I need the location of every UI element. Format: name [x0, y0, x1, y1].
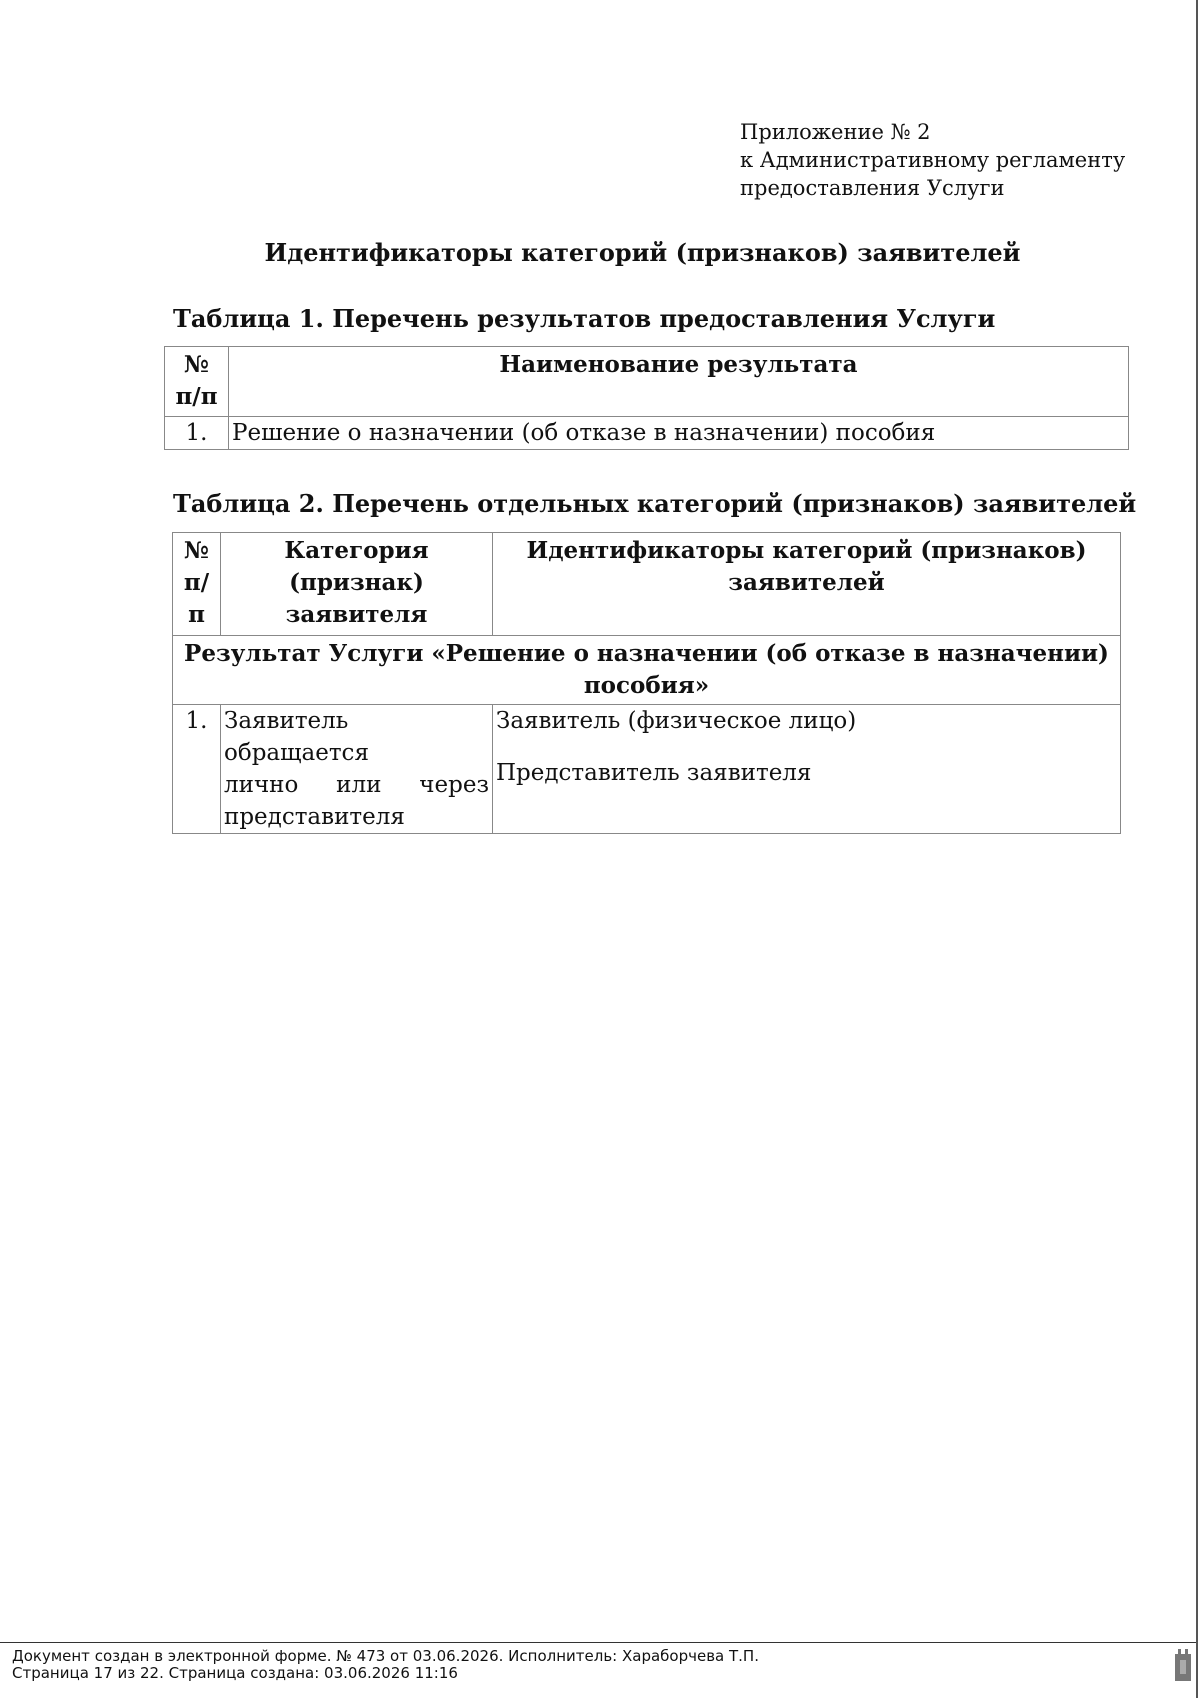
results-table: [164, 346, 1129, 450]
row-category: [221, 705, 493, 834]
footer-divider: [0, 1642, 1196, 1643]
col-num-header-line1: №: [184, 351, 209, 378]
row-result-name: Решение о назначении (об отказе в назначении) пособия: [229, 417, 1129, 450]
col-num-header-line2: п/п: [183, 569, 210, 628]
col-identifiers-header-line2: заявителей: [728, 569, 885, 596]
annex-block: [740, 118, 1125, 202]
annex-line-2: к Административному регламенту: [740, 148, 1126, 172]
row-category-line1: Заявитель обращается: [224, 708, 369, 766]
row-identifiers: [493, 705, 1121, 834]
table2-caption: Таблица 2. Перечень отдельных категорий (признаков) заявителей: [173, 489, 1137, 518]
col-category-header: [221, 533, 493, 636]
col-num-header-line2: п/п: [175, 383, 218, 410]
result-section-row: [173, 636, 1121, 705]
row-num: 1.: [173, 705, 221, 834]
result-heading-line2: пособия»: [583, 672, 710, 699]
categories-table: [172, 532, 1121, 834]
annex-line-3: предоставления Услуги: [740, 176, 1005, 200]
emblem-icon: [1174, 1648, 1192, 1682]
col-num-header-line1: №: [184, 537, 209, 564]
table-header-row: [173, 533, 1121, 636]
result-heading-line1: Результат Услуги «Решение о назначении (об отказе в назначении): [184, 640, 1109, 667]
result-section-heading: [173, 636, 1121, 705]
col-identifiers-header: [493, 533, 1121, 636]
col-identifiers-header-line1: Идентификаторы категорий (признаков): [526, 537, 1087, 564]
col-category-header-line2: (признак) заявителя: [285, 569, 428, 628]
row-identifier-1: Заявитель (физическое лицо): [496, 708, 857, 734]
col-num-header: [173, 533, 221, 636]
row-identifier-2: Представитель заявителя: [496, 760, 812, 786]
table-row: [173, 705, 1121, 834]
row-category-line3: представителя: [224, 804, 405, 830]
table-row: [165, 417, 1129, 450]
document-title: Идентификаторы категорий (признаков) заявителей: [264, 238, 1021, 267]
col-name-header: Наименование результата: [229, 347, 1129, 417]
row-category-line2: лично или через: [224, 772, 489, 798]
footer-line-1: Документ создан в электронной форме. № 473 от 03.06.2026. Исполнитель: Хараборчева Т.П.: [12, 1647, 759, 1665]
table1-caption: Таблица 1. Перечень результатов предоставления Услуги: [173, 304, 996, 333]
table-header-row: [165, 347, 1129, 417]
annex-line-1: Приложение № 2: [740, 120, 931, 144]
col-category-header-line1: Категория: [284, 537, 429, 564]
col-num-header: [165, 347, 229, 417]
footer-line-2: Страница 17 из 22. Страница создана: 03.06.2026 11:16: [12, 1664, 458, 1682]
footer: [12, 1648, 759, 1682]
row-num: 1.: [165, 417, 229, 450]
